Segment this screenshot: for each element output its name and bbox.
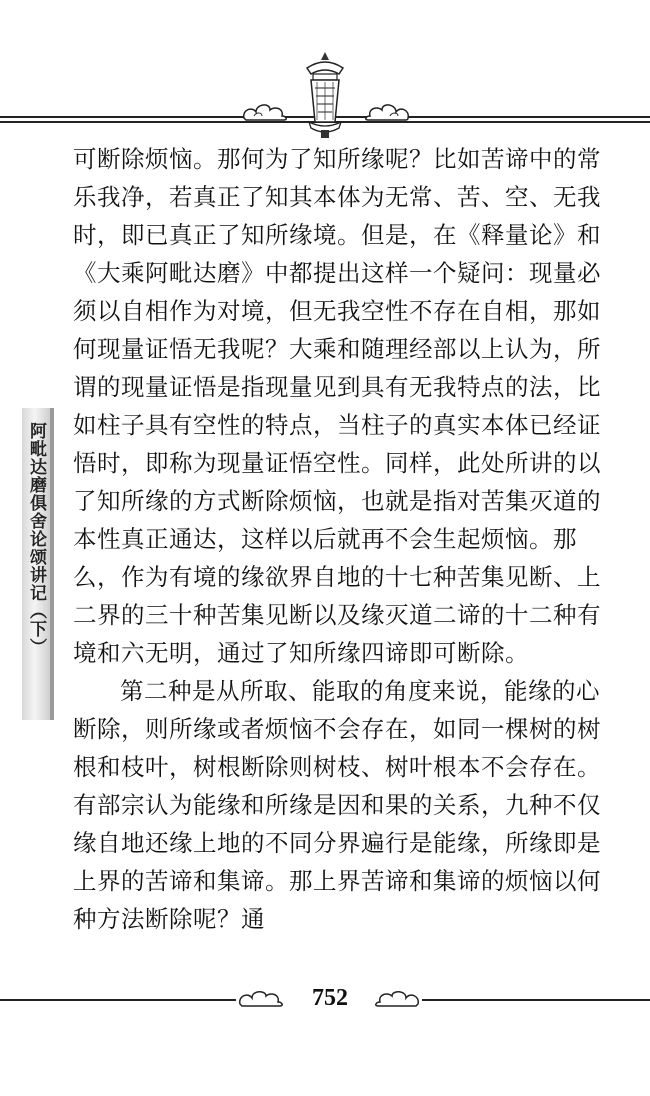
- paragraph: 第二种是从所取、能取的角度来说，能缘的心断除，则所缘或者烦恼不会存在，如同一棵树的树根和枝叶，树根断除则树枝、树叶根本不会存在。有部宗认为能缘和所缘是因和果的关系，九种不仅缘自地还缘上地的不同分界遍行是能缘，所缘即是上界的苦谛和集谛。那上界苦谛和集谛的烦恼以何种方法断除呢？通: [73, 677, 601, 933]
- side-tab-title: 阿毗达磨俱舍论颂讲记（下）: [26, 422, 46, 656]
- paragraph: 可断除烦恼。那何为了知所缘呢？比如苦谛中的常乐我净，若真正了知其本体为无常、苦、空、无我时，即已真正了知所缘境。但是，在《释量论》和《大乘阿毗达磨》中都提出这样一个疑问：现量必须以自相作为对境，但无我空性不存在自相，那如何现量证悟无我呢？大乘和随理经部以上认为，所谓的现量证悟是指现量见到具有无我特点的法，比如柱子具有空性的特点，当柱子的真实本体已经证悟时，即称为现量证悟空性。同样，此处所讲的以了知所缘的方式断除烦恼，也就是指对苦集灭道的本性真正通达，这样以后就再不会生起烦恼。那么，作为有境的缘欲界自地的十七种苦集见断、上二界的三十种苦集见断以及缘灭道二谛的十二种有境和六无明，通过了知所缘四谛即可断除。: [73, 145, 601, 667]
- page-number: 752: [312, 985, 348, 1011]
- footer-rule: [422, 999, 650, 1001]
- cloud-ornament-icon: [240, 100, 290, 122]
- cloud-ornament-icon: [236, 988, 286, 1008]
- cloud-ornament-icon: [362, 100, 412, 122]
- body-text: [73, 140, 603, 938]
- cloud-ornament-icon: [372, 988, 422, 1008]
- footer-rule: [0, 999, 236, 1001]
- dharma-wheel-emblem-icon: [295, 50, 355, 140]
- side-tab: [22, 408, 54, 720]
